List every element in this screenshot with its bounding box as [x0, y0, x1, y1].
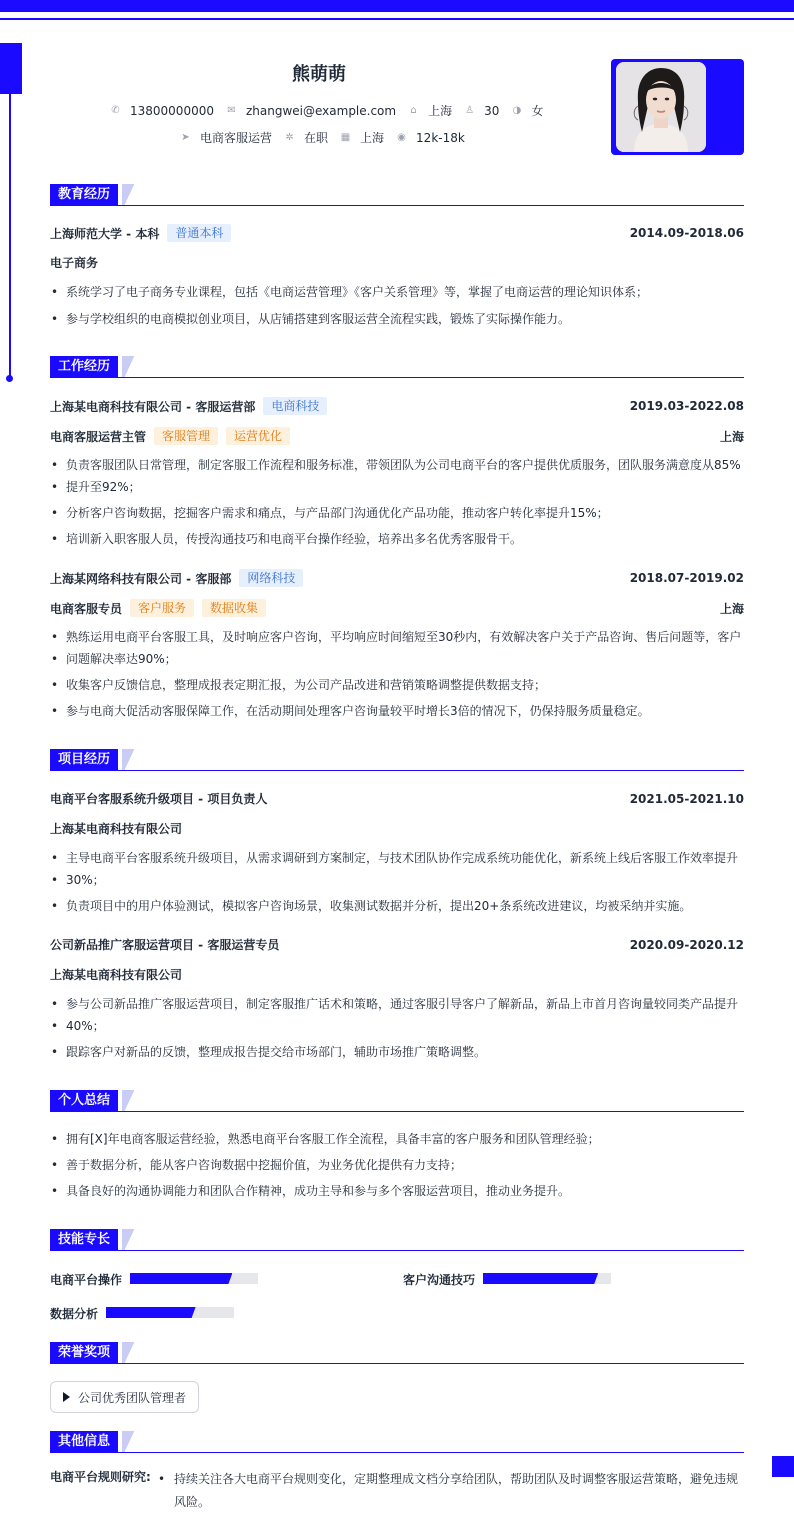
project-bullet: • 负责项目中的用户体验测试，模拟客户咨询场景，收集测试数据并分析，提出20+条系统改进建议，均被采纳并实施。	[50, 895, 744, 918]
gender-item	[511, 102, 543, 119]
section-rule	[50, 1363, 744, 1364]
skill-level-bar	[483, 1273, 611, 1284]
skill-tag: 客户服务	[130, 599, 194, 617]
summary-bullet: • 拥有[X]年电商客服运营经验，熟悉电商平台客服工作全流程，具备丰富的客户服务和团队管理经验；	[50, 1128, 744, 1151]
city-item	[408, 102, 452, 119]
top-accent-line	[0, 18, 794, 20]
skill-name: 数据分析	[50, 1307, 99, 1321]
work-bullet: • 分析客户咨询数据，挖掘客户需求和痛点，与产品部门沟通优化产品功能，推动客户转化率提升15%；	[50, 502, 744, 525]
project-bullet: • 主导电商平台客服系统升级项目，从需求调研到方案制定，与技术团队协作完成系统功能优化，新系统上线后客服工作效率提升	[50, 847, 744, 870]
project-company-row	[50, 820, 744, 837]
gender-icon: ◑	[512, 105, 522, 116]
target-city-item	[340, 129, 384, 146]
education-date: 2014.09-2018.06	[629, 226, 744, 240]
target-city-text: 上海	[360, 131, 385, 145]
status-item	[284, 129, 328, 146]
avatar-portrait	[616, 62, 706, 152]
honors-section-header	[50, 1342, 744, 1364]
salary-text: 12k-18k	[416, 130, 465, 145]
building-icon: ▦	[340, 132, 351, 143]
send-icon: ➤	[181, 132, 190, 143]
section-rule	[50, 377, 744, 378]
project-bullet: • 跟踪客户对新品的反馈，整理成报告提交给市场部门，辅助市场推广策略调整。	[50, 1041, 744, 1064]
work-bullet-continued-text: 问题解决率达90%；	[66, 652, 177, 666]
section-rule	[50, 1250, 744, 1251]
coin-icon: ◉	[397, 132, 406, 143]
salary-item	[396, 131, 465, 145]
contact-row	[110, 102, 555, 119]
skill-tag: 客服管理	[154, 427, 218, 445]
summary-section-header	[50, 1090, 744, 1112]
section-rule	[50, 205, 744, 206]
education-bullet: • 系统学习了电子商务专业课程，包括《电商运营管理》《客户关系管理》等，掌握了电商运营的理论知识体系；	[50, 281, 744, 304]
work-city: 上海	[719, 601, 744, 616]
corner-accent-block	[772, 1456, 794, 1477]
side-accent-line	[9, 94, 11, 378]
city-text: 上海	[428, 104, 453, 118]
work-bullet: • 参与电商大促活动客服保障工作，在活动期间处理客户咨询量较平时增长3倍的情况下，仍保持服务质量稳定。	[50, 700, 744, 723]
project-company: 上海某电商科技有限公司	[50, 822, 183, 836]
skill-tag: 运营优化	[226, 427, 290, 445]
work-title-row	[50, 427, 744, 445]
work-title-row	[50, 599, 744, 617]
project-name: 公司新品推广客服运营项目 - 客服运营专员	[50, 938, 280, 952]
skill-level-bar	[130, 1273, 258, 1284]
summary-section-title: 个人总结	[50, 1090, 118, 1112]
phone-item	[110, 104, 214, 118]
major-name: 电子商务	[50, 256, 99, 270]
gender-text: 女	[531, 104, 544, 118]
honor-item	[50, 1381, 199, 1413]
industry-badge: 电商科技	[263, 397, 327, 415]
project-date: 2021.05-2021.10	[629, 791, 744, 806]
work-bullet-continued-text: 提升至92%；	[66, 480, 141, 494]
work-city: 上海	[719, 429, 744, 444]
age-item	[464, 104, 499, 118]
honor-text: 公司优秀团队管理者	[78, 1390, 187, 1405]
work-bullet: • 熟练运用电商平台客服工具，及时响应客户咨询，平均响应时间缩短至30秒内，有效解决客户关于产品咨询、售后问题等，客户	[50, 626, 744, 649]
industry-badge: 网络科技	[239, 569, 303, 587]
education-header-row	[50, 224, 744, 242]
project-name: 电商平台客服系统升级项目 - 项目负责人	[50, 792, 268, 806]
section-rule	[50, 1452, 744, 1453]
other-text-line: 风险。	[174, 1495, 211, 1509]
section-title-slant	[122, 356, 134, 378]
skill-name: 电商平台操作	[50, 1273, 123, 1287]
cake-icon: ♙	[465, 105, 475, 116]
job-text: 电商客服运营	[200, 131, 273, 145]
work-date: 2018.07-2019.02	[629, 571, 744, 585]
mail-icon: ✉	[227, 105, 236, 116]
work-header-row	[50, 397, 744, 415]
education-major-row	[50, 254, 744, 271]
avatar	[616, 62, 706, 152]
section-title-slant	[122, 1229, 134, 1251]
phone-icon: ✆	[111, 105, 120, 116]
side-accent-block	[0, 43, 22, 94]
other-label: 电商平台规则研究:	[50, 1470, 151, 1484]
work-section-title: 工作经历	[50, 356, 118, 378]
education-bullet: • 参与学校组织的电商模拟创业项目，从店铺搭建到客服运营全流程实践，锻炼了实际操作能力。	[50, 308, 744, 331]
intention-row	[180, 129, 477, 146]
summary-bullet: • 具备良好的沟通协调能力和团队合作精神，成功主导和参与多个客服运营项目，推动业务提升。	[50, 1180, 744, 1203]
section-title-slant	[122, 184, 134, 206]
projects-section-title: 项目经历	[50, 749, 118, 771]
phone-text: 13800000000	[130, 103, 214, 118]
school-type-badge: 普通本科	[167, 224, 231, 242]
work-bullet: • 收集客户反馈信息，整理成报表定期汇报，为公司产品改进和营销策略调整提供数据支持；	[50, 674, 744, 697]
top-accent-bar	[0, 0, 794, 12]
side-accent-dot	[6, 375, 13, 382]
skill-level-fill	[106, 1307, 196, 1318]
work-bullet: • 培训新入职客服人员，传授沟通技巧和电商平台操作经验，培养出多名优秀客服骨干。	[50, 528, 744, 551]
work-date: 2019.03-2022.08	[629, 399, 744, 413]
section-title-slant	[122, 1090, 134, 1112]
skills-section-header	[50, 1229, 744, 1251]
job-title: 电商客服专员	[50, 601, 123, 616]
gear-icon: ✲	[285, 132, 294, 143]
section-rule	[50, 1111, 744, 1112]
project-date: 2020.09-2020.12	[629, 937, 744, 952]
work-bullet-continued	[50, 476, 744, 499]
job-item	[180, 129, 272, 146]
skill-tag: 数据收集	[202, 599, 266, 617]
skill-name: 客户沟通技巧	[403, 1273, 476, 1287]
skill-level-fill	[130, 1273, 232, 1284]
work-bullet-continued	[50, 648, 744, 671]
education-section-title: 教育经历	[50, 184, 118, 206]
email-text: zhangwei@example.com	[245, 103, 397, 118]
project-bullet-continued	[50, 869, 744, 892]
skill-level-fill	[483, 1273, 598, 1284]
job-title: 电商客服运营主管	[50, 429, 147, 444]
skill-level-bar	[106, 1307, 234, 1318]
email-item	[226, 104, 396, 118]
other-text	[158, 1468, 744, 1514]
project-bullet: • 参与公司新品推广客服运营项目，制定客服推广话术和策略，通过客服引导客户了解新品，新品上市首月咨询量较同类产品提升	[50, 993, 744, 1016]
project-company-row	[50, 966, 744, 983]
play-icon	[63, 1392, 70, 1402]
project-bullet-continued-text: 40%；	[66, 1019, 105, 1033]
other-section-header	[50, 1431, 744, 1453]
candidate-name: 熊萌萌	[292, 64, 346, 85]
section-title-slant	[122, 1342, 134, 1364]
project-company: 上海某电商科技有限公司	[50, 968, 183, 982]
project-bullet-continued	[50, 1015, 744, 1038]
project-header-row	[50, 790, 744, 807]
honors-section-title: 荣誉奖项	[50, 1342, 118, 1364]
other-section-title: 其他信息	[50, 1431, 118, 1453]
company-name: 上海某电商科技有限公司 - 客服运营部	[50, 399, 256, 414]
work-bullet: • 负责客服团队日常管理，制定客服工作流程和服务标准，带领团队为公司电商平台的客户提供优质服务，团队服务满意度从85%	[50, 454, 744, 477]
other-text-line: • 持续关注各大电商平台规则变化，定期整理成文档分享给团队，帮助团队及时调整客服运营策略，避免违规	[174, 1472, 739, 1486]
work-header-row	[50, 569, 744, 587]
education-section-header	[50, 184, 744, 206]
project-header-row	[50, 936, 744, 953]
work-section-header	[50, 356, 744, 378]
projects-section-header	[50, 749, 744, 771]
summary-bullet: • 善于数据分析，能从客户咨询数据中挖掘价值，为业务优化提供有力支持；	[50, 1154, 744, 1177]
school-name: 上海师范大学 - 本科	[50, 226, 160, 241]
section-rule	[50, 770, 744, 771]
age-text: 30	[484, 103, 500, 118]
skills-section-title: 技能专长	[50, 1229, 118, 1251]
status-text: 在职	[304, 131, 329, 145]
section-title-slant	[122, 1431, 134, 1453]
project-bullet-continued-text: 30%；	[66, 873, 105, 887]
home-icon: ⌂	[410, 105, 417, 116]
section-title-slant	[122, 749, 134, 771]
company-name: 上海某网络科技有限公司 - 客服部	[50, 571, 232, 586]
